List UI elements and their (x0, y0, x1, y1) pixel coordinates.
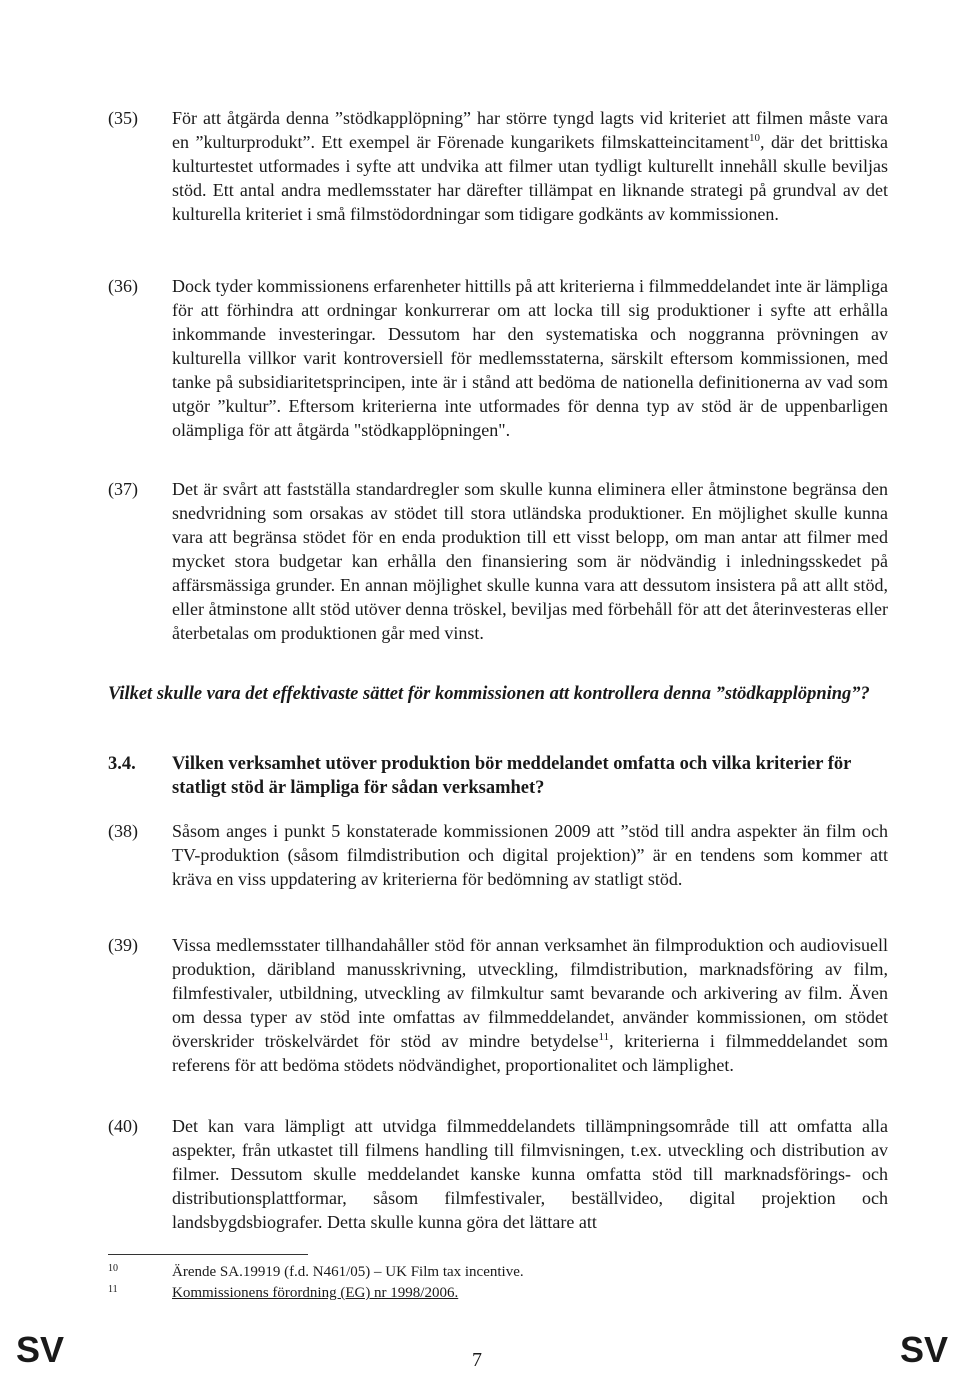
footnote-number: 10 (108, 1263, 118, 1274)
footnote-separator (108, 1254, 308, 1255)
section-number: 3.4. (108, 754, 136, 774)
paragraph-number: (37) (108, 479, 138, 499)
footnote-11 (108, 1283, 888, 1303)
language-code-right: SV (899, 1329, 948, 1370)
paragraph-number: (36) (108, 276, 138, 296)
page-number: 7 (472, 1349, 482, 1371)
footnote-reference: 10 (748, 132, 760, 144)
footnote-reference: 11 (598, 1031, 610, 1043)
footnote-text: Ärende SA.19919 (f.d. N461/05) – UK Film tax incentive. (172, 1264, 524, 1280)
consultation-question: Vilket skulle vara det effektivaste sättet för kommissionen att kontrollera denna ”stödkapplöpning”? (108, 684, 870, 704)
paragraph-text: Det kan vara lämpligt att utvidga filmmeddelandets tillämpningsområde till att omfatta alla aspekter, från utkastet till filmens handling till filmvisningen, t.ex. utveckling och distribution av filmer. Dessutom skulle meddelandet kanske kunna omfatta stöd till marknadsförings- och distributionsplattformar, såsom filmfestivaler, beställvideo, digital projektion och landsbygdsbiografer. Detta skulle kunna göra det lättare att (172, 1116, 888, 1232)
paragraph-35 (108, 106, 888, 226)
paragraph-number: (35) (108, 108, 138, 128)
paragraph-text: Såsom anges i punkt 5 konstaterade kommissionen 2009 att ”stöd till andra aspekter än film och TV-produktion (såsom filmdistribution och digital projektion)” är en tendens som kommer att kräva en viss uppdatering av kriterierna för bedömning av statligt stöd. (172, 821, 888, 889)
paragraph-39 (108, 933, 888, 1077)
paragraph-text: För att åtgärda denna ”stödkapplöpning” har större tyngd lagts vid kriteriet att filmen måste vara en ”kulturprodukt”. Ett exempel är Förenade kungarikets filmskatteincitament$^{10}$, där det brittiska kulturtestet utformades i syfte att undvika att filmer utan tydligt kulturellt innehåll skulle beviljas stöd. Ett antal andra medlemsstater har därefter tillämpat en liknande strategi på grundval av det kulturella kriteriet i små filmstödordningar som tidigare godkänts av kommissionen. (172, 108, 888, 224)
paragraph-number: (40) (108, 1116, 138, 1136)
paragraph-number: (39) (108, 935, 138, 955)
section-heading (108, 752, 888, 800)
paragraph-38 (108, 819, 888, 891)
footnote-text: Kommissionens förordning (EG) nr 1998/2006. (172, 1285, 459, 1301)
paragraph-40 (108, 1114, 888, 1234)
paragraph-36 (108, 274, 888, 442)
language-code-left: SV (16, 1329, 65, 1370)
section-title: Vilken verksamhet utöver produktion bör meddelandet omfatta och vilka kriterier för statligt stöd är lämpliga för sådan verksamhet? (172, 754, 851, 798)
paragraph-number: (38) (108, 821, 138, 841)
paragraph-37 (108, 477, 888, 645)
paragraph-text: Vissa medlemsstater tillhandahåller stöd för annan verksamhet än filmproduktion och audiovisuell produktion, däribland manusskrivning, utveckling, filmdistribution, marknadsföring av film, filmfestivaler, utbildning, utveckling av filmkultur samt bevarande och arkivering av film. Även om dessa typer av stöd inte omfattas av filmmeddelandet, använder kommissionen, om stödet överskrider tröskelvärdet för stöd av mindre betydelse$^{11}$, kriterierna i filmmeddelandet som referens för att bedöma stödets nödvändighet, proportionalitet och lämplighet. (172, 935, 889, 1075)
paragraph-text: Det är svårt att fastställa standardregler som skulle kunna eliminera eller åtminstone begränsa den snedvridning som orsakas av stödet till stora utländska produktioner. En möjlighet skulle kunna vara att begränsa stödet för en enda produktion till ett visst belopp, om man antar att filmer med mycket stora budgetar kan erhålla den finansiering som är nödvändig i inledningsskedet på affärsmässiga grunder. En annan möjlighet skulle kunna vara att dessutom insistera på att allt stöd, eller åtminstone allt stöd utöver denna tröskel, beviljas med förbehåll för att det återinvesteras eller återbetalas om produktionen går med vinst. (172, 479, 888, 643)
paragraph-text: Dock tyder kommissionens erfarenheter hittills på att kriterierna i filmmeddelandet inte är lämpliga för att förhindra att ordningar konkurrerar om att locka till sig produktioner i syfte att erhålla inkommande investeringar. Dessutom har den systematiska och noggranna prövningen av kulturella villkor varit kontroversiell för medlemsstaterna, särskilt eftersom kommissionen, med tanke på subsidiaritetsprincipen, inte är i stånd att bedöma de nationella definitionerna av vad som utgör ”kultur”. Eftersom kriterierna inte utformades för denna typ av stöd är de uppenbarligen olämpliga för att åtgärda "stödkapplöpningen". (172, 276, 888, 440)
footnote-10 (108, 1262, 888, 1282)
footnote-number: 11 (108, 1284, 118, 1295)
